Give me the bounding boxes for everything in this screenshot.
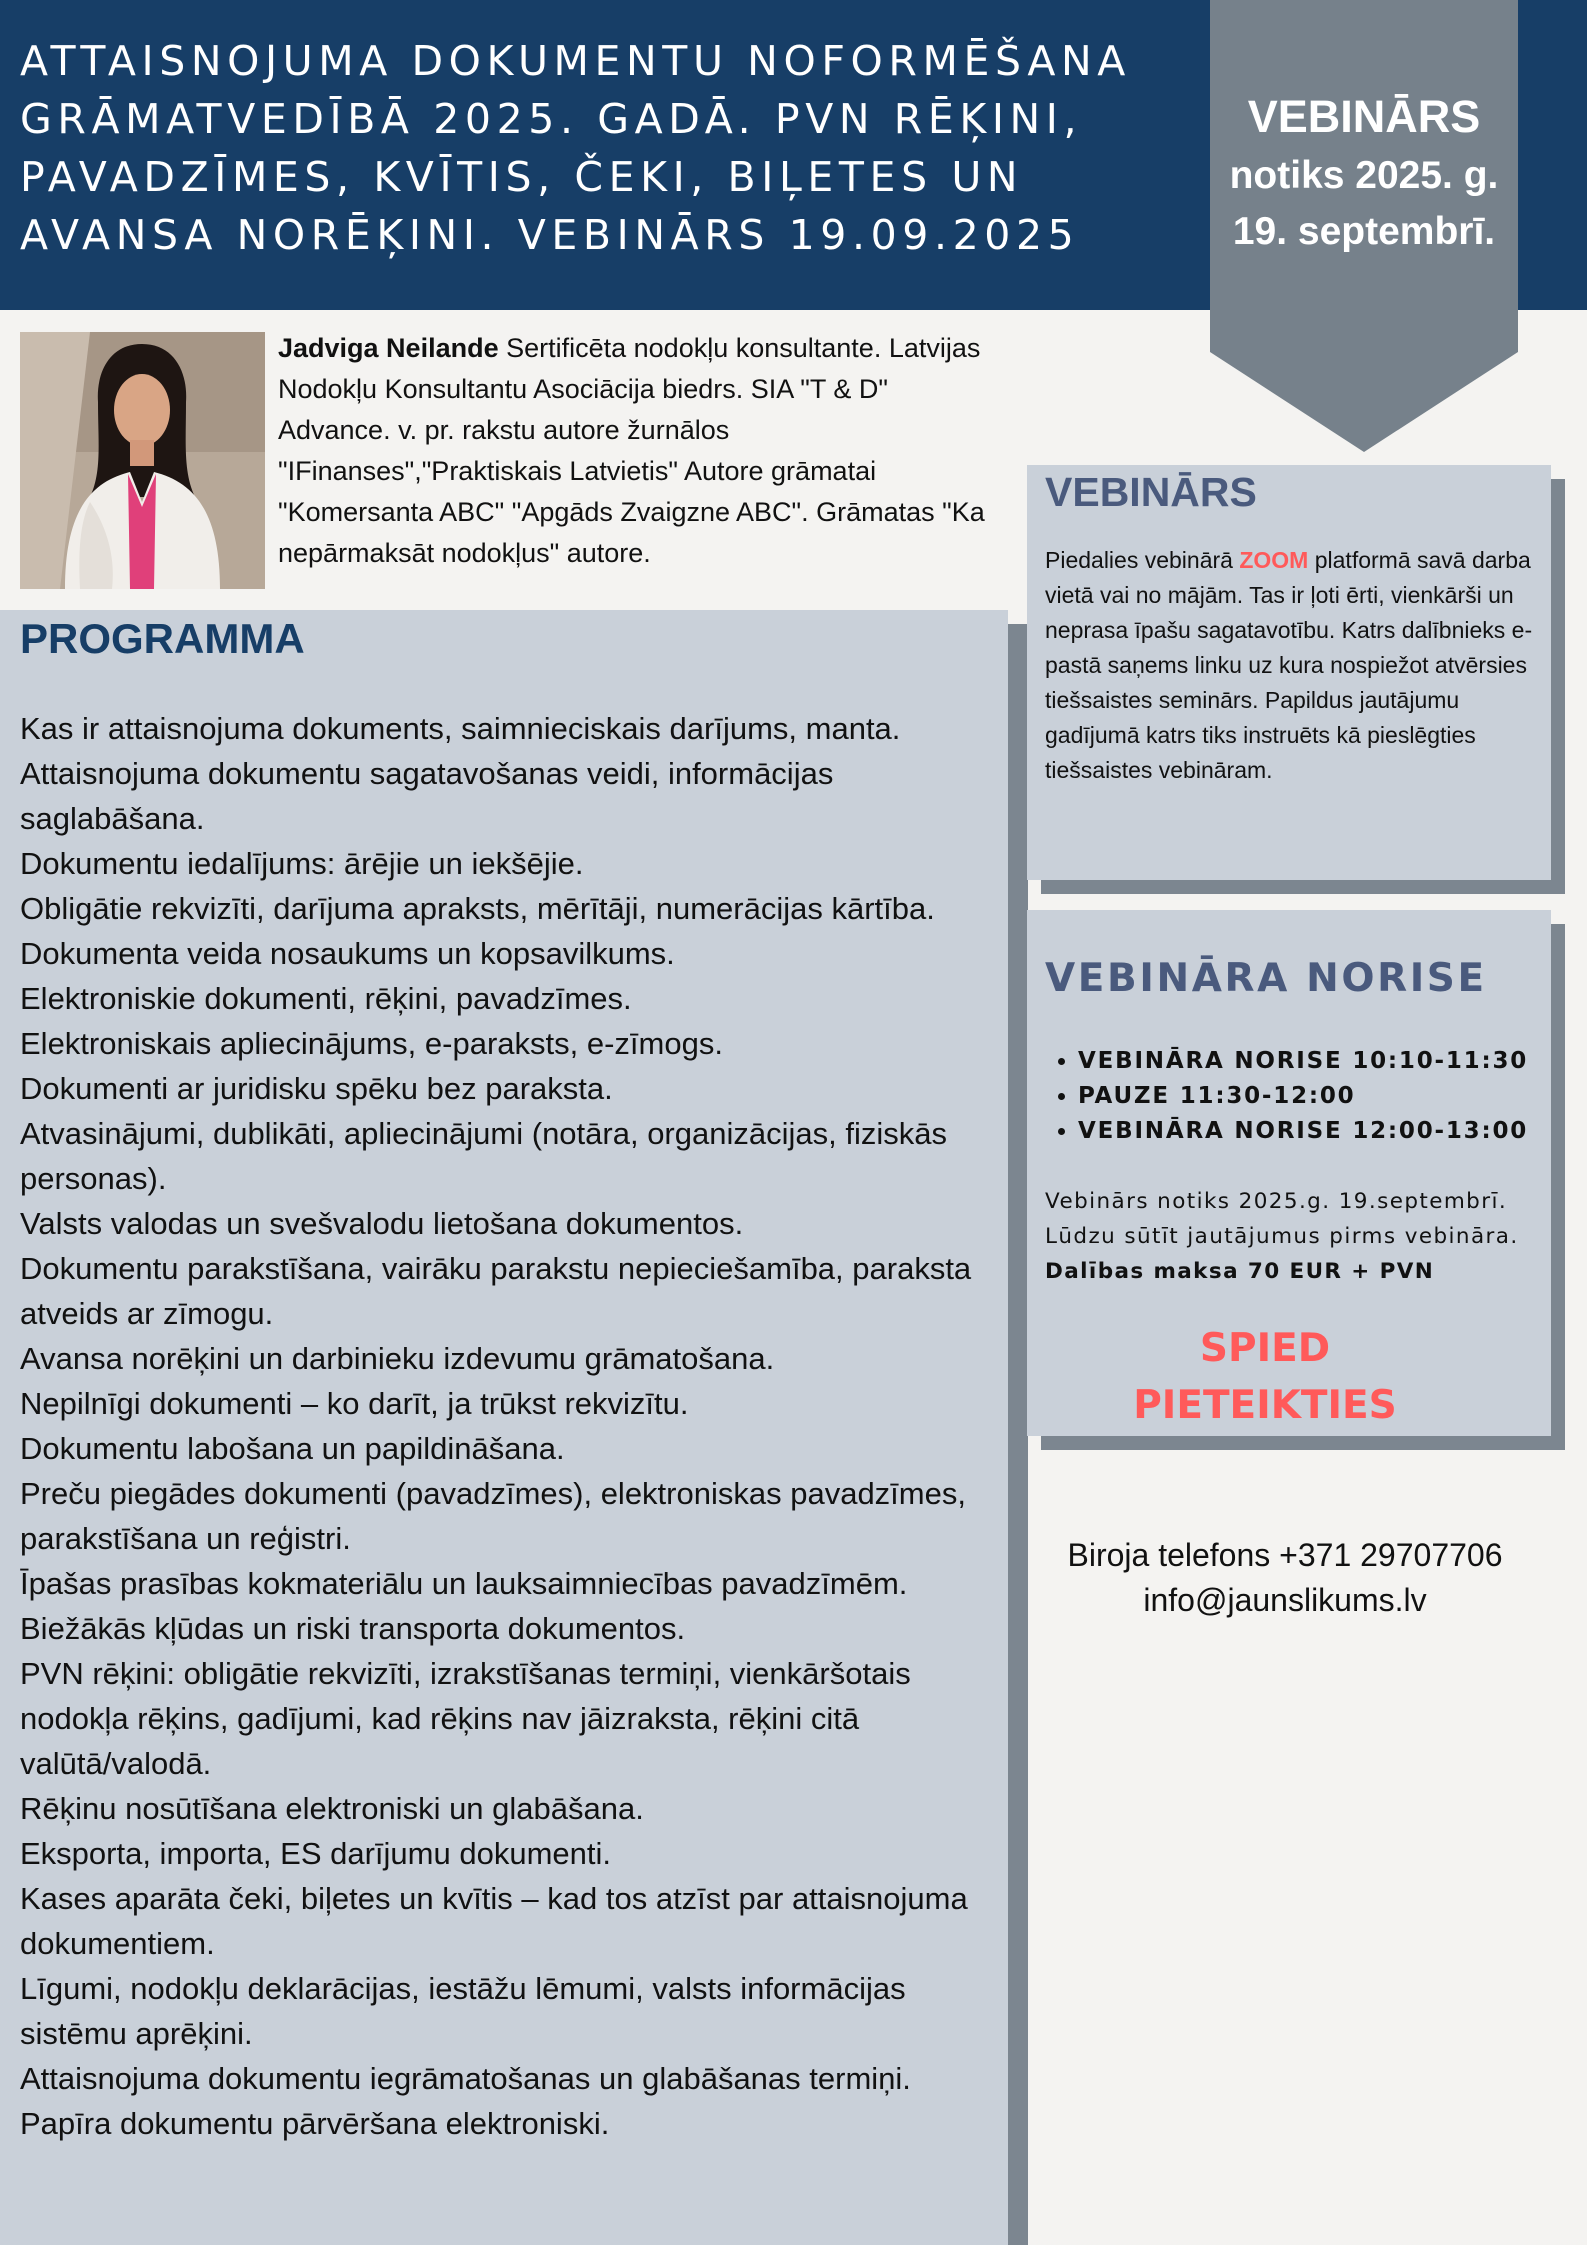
program-item: Attaisnojuma dokumentu iegrāmatošanas un glabāšanas termiņi.: [20, 2061, 911, 2096]
program-item: Dokumentu labošana un papildināšana.: [20, 1431, 565, 1466]
program-item: Biežākās kļūdas un riski transporta dokumentos.: [20, 1611, 686, 1646]
note-questions: Lūdzu sūtīt jautājumus pirms vebināra.: [1045, 1224, 1519, 1249]
program-list: [20, 706, 1005, 2146]
schedule-item: • VEBINĀRA NORISE 12:00-13:00: [1078, 1114, 1528, 1149]
note-date: Vebinārs notiks 2025.g. 19.septembrī.: [1045, 1189, 1508, 1214]
register-line-2: PIETEIKTIES: [1133, 1383, 1397, 1428]
schedule-item: • VEBINĀRA NORISE 10:10-11:30: [1078, 1044, 1528, 1079]
page-title: ATTAISNOJUMA DOKUMENTU NOFORMĒŠANA GRĀMATVEDĪBĀ 2025. GADĀ. PVN RĒĶINI, PAVADZĪMES, KVĪTIS, ČEKI, BIĻETES UN AVANSA NORĒĶINI. VEBINĀRS 19.09.2025: [20, 37, 1131, 259]
program-item: Eksporta, importa, ES darījumu dokumenti.: [20, 1836, 611, 1871]
contact-info: [1040, 1533, 1530, 1623]
program-item: Elektroniskais apliecinājums, e-paraksts, e-zīmogs.: [20, 1026, 723, 1061]
program-item: Atvasinājumi, dublikāti, apliecinājumi (notāra, organizācijas, fiziskās personas).: [20, 1116, 947, 1196]
program-item: Kas ir attaisnojuma dokuments, saimnieciskais darījums, manta.: [20, 711, 901, 746]
badge-line-3: 19. septembrī.: [1232, 210, 1496, 253]
program-item: Nepilnīgi dokumenti – ko darīt, ja trūkst rekvizītu.: [20, 1386, 689, 1421]
badge-text: [1210, 86, 1518, 260]
badge-line-2: notiks 2025. g.: [1229, 154, 1499, 197]
register-button[interactable]: [1040, 1320, 1490, 1434]
schedule-item: • PAUZE 11:30-12:00: [1078, 1079, 1528, 1114]
program-item: Īpašas prasības kokmateriālu un lauksaimniecības pavadzīmēm.: [20, 1566, 908, 1601]
program-item: Obligātie rekvizīti, darījuma apraksts, mērītāji, numerācijas kārtība.: [20, 891, 935, 926]
zoom-highlight: ZOOM: [1239, 547, 1309, 573]
program-item: Rēķinu nosūtīšana elektroniski un glabāšana.: [20, 1791, 644, 1826]
schedule-note: [1045, 1184, 1565, 1289]
program-item: Dokumentu parakstīšana, vairāku parakstu nepieciešamība, paraksta atveids ar zīmogu.: [20, 1251, 972, 1331]
program-item: Attaisnojuma dokumentu sagatavošanas veidi, informācijas saglabāšana.: [20, 756, 834, 836]
program-item: Līgumi, nodokļu deklarācijas, iestāžu lēmumi, valsts informācijas sistēmu aprēķini.: [20, 1971, 906, 2051]
office-phone[interactable]: Biroja telefons +371 29707706: [1067, 1537, 1503, 1573]
program-item: Papīra dokumentu pārvēršana elektroniski.: [20, 2106, 610, 2141]
webinar-description: [1045, 543, 1553, 788]
program-item: Preču piegādes dokumenti (pavadzīmes), elektroniskas pavadzīmes, parakstīšana un reģistri.: [20, 1476, 966, 1556]
author-name: Jadviga Neilande: [278, 333, 499, 363]
program-item: Dokumenti ar juridisku spēku bez paraksta.: [20, 1071, 613, 1106]
price: Dalības maksa 70 EUR + PVN: [1045, 1259, 1435, 1284]
author-portrait: [20, 332, 265, 589]
program-title: PROGRAMMA: [20, 615, 305, 662]
schedule-list: [1052, 1044, 1528, 1149]
program-item: Kases aparāta čeki, biļetes un kvītis – kad tos atzīst par attaisnojuma dokumentiem.: [20, 1881, 968, 1961]
webinar-text-before: Piedalies vebinārā: [1045, 547, 1240, 573]
program-item: Elektroniskie dokumenti, rēķini, pavadzīmes.: [20, 981, 632, 1016]
program-item: Avansa norēķini un darbinieku izdevumu grāmatošana.: [20, 1341, 775, 1376]
date-badge: [1210, 0, 1518, 452]
author-description: Sertificēta nodokļu konsultante. Latvijas Nodokļu Konsultantu Asociācija biedrs. SIA "T & D" Advance. v. pr. rakstu autore žurnālos "IFinanses","Praktiskais Latvietis" Autore grāmatai "Komersanta ABC" "Apgāds Zvaigzne ABC". Grāmatas "Ka nepārmaksāt nodokļus" autore.: [278, 333, 985, 568]
webinar-text-after: platformā savā darba vietā vai no mājām. Tas ir ļoti ērti, vienkārši un neprasa īpašu sagatavotību. Katrs dalībnieks e-pastā saņems linku uz kura nospiežot atvērsies tiešsaistes seminārs. Papildus jautājumu gadījumā katrs tiks instruēts kā pieslēgties tiešsaistes vebināram.: [1045, 547, 1533, 783]
author-bio: [278, 328, 998, 574]
program-item: Valsts valodas un svešvalodu lietošana dokumentos.: [20, 1206, 744, 1241]
author-photo: [20, 332, 265, 589]
program-item: PVN rēķini: obligātie rekvizīti, izrakstīšanas termiņi, vienkāršotais nodokļa rēķins, gadījumi, kad rēķins nav jāizraksta, rēķini citā valūtā/valodā.: [20, 1656, 911, 1781]
webinar-card-title: VEBINĀRS: [1045, 469, 1257, 515]
schedule-card-title: VEBINĀRA NORISE: [1045, 956, 1487, 1001]
program-item: Dokumenta veida nosaukums un kopsavilkums.: [20, 936, 675, 971]
register-line-1: SPIED: [1199, 1326, 1331, 1371]
program-item: Dokumentu iedalījums: ārējie un iekšējie.: [20, 846, 584, 881]
badge-line-1: VEBINĀRS: [1247, 91, 1481, 142]
contact-email[interactable]: info@jaunslikums.lv: [1143, 1582, 1427, 1618]
